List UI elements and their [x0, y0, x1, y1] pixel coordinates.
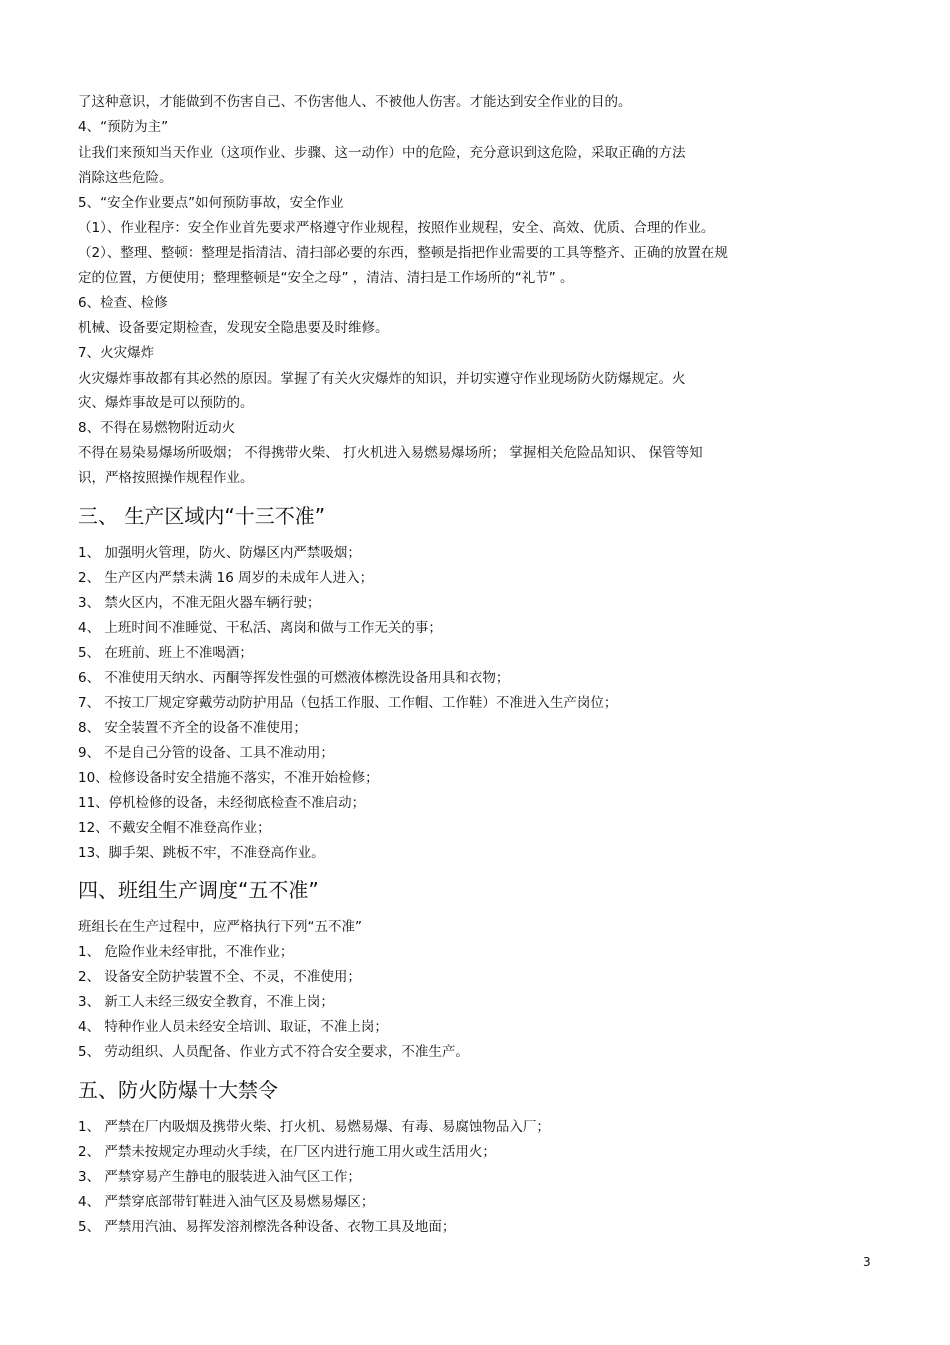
list-item: 5、 严禁用汽油、易挥发溶剂檫洗各种设备、衣物工具及地面；	[78, 1219, 456, 1235]
section-heading: 四、班组生产调度“五不准”	[78, 878, 319, 902]
list-item: 3、 严禁穿易产生静电的服装进入油气区工作；	[78, 1169, 361, 1185]
text-line: 识，严格按照操作规程作业。	[78, 470, 254, 486]
list-item: 6、 不准使用天纳水、丙酮等挥发性强的可燃液体檫洗设备用具和衣物；	[78, 670, 510, 686]
list-item: 1、 危险作业未经审批，不准作业；	[78, 944, 294, 960]
list-item: 12、不戴安全帽不准登高作业；	[78, 820, 271, 836]
list-item: 4、 严禁穿底部带钉鞋进入油气区及易燃易爆区；	[78, 1194, 375, 1210]
list-item: 1、 严禁在厂内吸烟及携带火柴、打火机、易燃易爆、有毒、易腐蚀物品入厂；	[78, 1119, 550, 1135]
list-item: 4、 特种作业人员未经安全培训、取证，不准上岗；	[78, 1019, 388, 1035]
text-line: 让我们来预知当天作业（这项作业、步骤、这一动作）中的危险，充分意识到这危险，采取正确的方法	[78, 145, 686, 161]
list-item: 7、 不按工厂规定穿戴劳动防护用品（包括工作服、工作帽、工作鞋）不准进入生产岗位；	[78, 695, 618, 711]
list-item: 9、 不是自己分管的设备、工具不准动用；	[78, 745, 334, 761]
list-item: 10、检修设备时安全措施不落实，不准开始检修；	[78, 770, 379, 786]
section-heading: 三、 生产区域内“十三不准”	[78, 504, 326, 528]
list-item: 2、 生产区内严禁未满 16 周岁的未成年人进入；	[78, 570, 374, 586]
list-item: 8、 安全装置不齐全的设备不准使用；	[78, 720, 307, 736]
list-item: 11、停机检修的设备，未经彻底检查不准启动；	[78, 795, 366, 811]
list-item: 4、 上班时间不准睡觉、干私活、离岗和做与工作无关的事；	[78, 620, 442, 636]
text-line: （2）、整理、整顿：整理是指清洁、清扫部必要的东西，整顿是指把作业需要的工具等整齐、正确的放置在规	[78, 245, 728, 261]
text-line: 4、“预防为主”	[78, 119, 169, 135]
list-item: 2、 设备安全防护装置不全、不灵，不准使用；	[78, 969, 361, 985]
list-item: 3、 新工人未经三级安全教育，不准上岗；	[78, 994, 334, 1010]
section-heading: 五、防火防爆十大禁令	[78, 1078, 278, 1102]
text-line: 8、不得在易燃物附近动火	[78, 420, 236, 436]
text-line: （1）、作业程序：安全作业首先要求严格遵守作业规程，按照作业规程，安全、高效、优质、合理的作业。	[78, 220, 715, 236]
list-item: 13、脚手架、跳板不牢，不准登高作业。	[78, 845, 325, 861]
text-line: 7、火灾爆炸	[78, 345, 155, 361]
text-line: 不得在易染易爆场所吸烟； 不得携带火柴、 打火机进入易燃易爆场所； 掌握相关危险品知识、 保管等知	[78, 445, 703, 461]
list-item: 1、 加强明火管理，防火、防爆区内严禁吸烟；	[78, 545, 361, 561]
list-item: 5、 劳动组织、人员配备、作业方式不符合安全要求，不准生产。	[78, 1044, 469, 1060]
list-item: 5、 在班前、班上不准喝酒；	[78, 645, 253, 661]
text-line: 了这种意识，才能做到不伤害自己、不伤害他人、不被他人伤害。才能达到安全作业的目的。	[78, 94, 632, 110]
text-line: 灾、爆炸事故是可以预防的。	[78, 395, 254, 411]
page-number: 3	[863, 1255, 871, 1269]
list-item: 2、 严禁未按规定办理动火手续，在厂区内进行施工用火或生活用火；	[78, 1144, 496, 1160]
text-line: 6、检查、检修	[78, 295, 168, 311]
list-item: 3、 禁火区内，不准无阻火器车辆行驶；	[78, 595, 321, 611]
section-intro: 班组长在生产过程中，应严格执行下列“五不准”	[78, 919, 362, 935]
text-line: 5、“安全作业要点”如何预防事故，安全作业	[78, 195, 344, 211]
text-line: 火灾爆炸事故都有其必然的原因。掌握了有关火灾爆炸的知识，并切实遵守作业现场防火防爆规定。火	[78, 371, 686, 387]
text-line: 定的位置，方便使用；整理整顿是“安全之母” ，清洁、清扫是工作场所的“礼节” 。	[78, 270, 574, 286]
text-line: 消除这些危险。	[78, 170, 173, 186]
text-line: 机械、设备要定期检查，发现安全隐患要及时维修。	[78, 320, 389, 336]
